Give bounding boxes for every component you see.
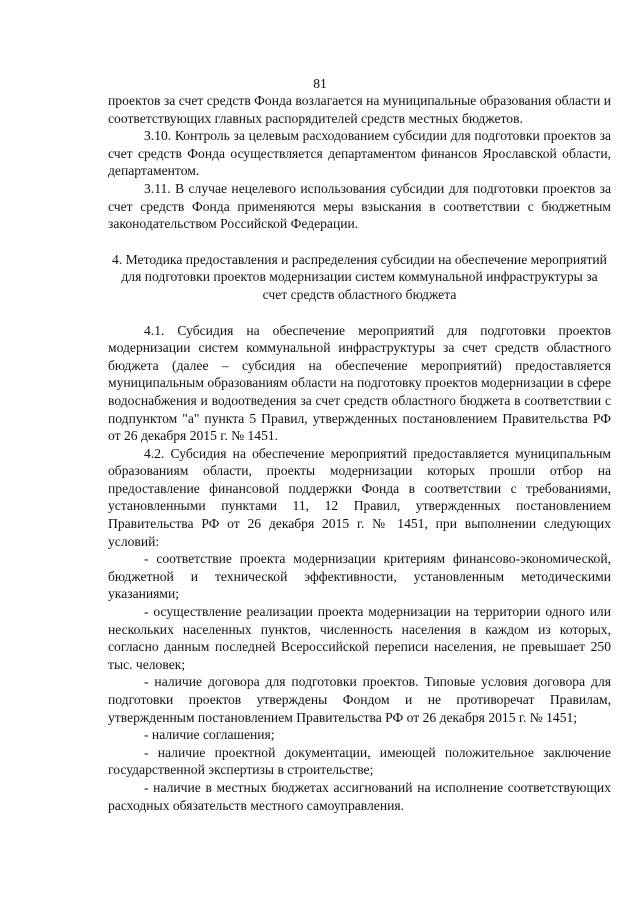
- paragraph-4-2: 4.2. Субсидия на обеспечение мероприятий предоставляется муниципальным образованиям области, проекты модернизации которых прошли отбор на предоставление финансовой поддержки Фонда в соответствии с требованиями, установленными пунктами 11, 12 Правил, утвержденных постановлением Правительства РФ от 26 декабря 2015 г. № 1451, при выполнении следующих условий:: [108, 445, 611, 549]
- condition-item: - наличие проектной документации, имеющей положительное заключение государственной экспертизы в строительстве;: [108, 744, 611, 778]
- section-heading: 4. Методика предоставления и распределения субсидии на обеспечение мероприятий для подготовки проектов модернизации систем коммунальной инфраструктуры за счет средств областного бюджета: [112, 251, 607, 302]
- paragraph-continuation: проектов за счет средств Фонда возлагается на муниципальные образования области и соответствующих главных распорядителей средств местных бюджетов.: [108, 93, 611, 126]
- document-body: [108, 92, 611, 814]
- page-number: 81: [313, 76, 327, 91]
- condition-item: - наличие в местных бюджетах ассигнований на исполнение соответствующих расходных обязательств местного самоуправления.: [108, 779, 611, 813]
- paragraph-3-11: 3.11. В случае нецелевого использования субсидии для подготовки проектов за счет средств Фонда применяются меры взыскания в соответствии с бюджетным законодательством Российской Федерации.: [108, 180, 611, 232]
- condition-item: - наличие договора для подготовки проектов. Типовые условия договора для подготовки проектов утверждены Фондом и не противоречат Правилам, утвержденным постановлением Правительства РФ от 26 декабря 2015 г. № 1451;: [108, 674, 611, 725]
- condition-item: - осуществление реализации проекта модернизации на территории одного или нескольких населенных пунктов, численность населения в каждом из которых, согласно данным последней Всероссийской переписи населения, не превышает 250 тыс. человек;: [108, 604, 611, 672]
- condition-item: - соответствие проекта модернизации критериям финансово-экономической, бюджетной и технической эффективности, установленным методическими указаниями;: [108, 551, 611, 602]
- condition-item: - наличие соглашения;: [144, 727, 275, 743]
- paragraph-4-1: 4.1. Субсидия на обеспечение мероприятий для подготовки проектов модернизации систем коммунальной инфраструктуры за счет средств областного бюджета (далее – субсидия на обеспечение мероприятий) предоставляется муниципальным образованиям области на подготовку проектов модернизации в сфере водоснабжения и водоотведения за счет средств областного бюджета в соответствии с подпунктом "а" пункта 5 Правил, утвержденных постановлением Правительства РФ от 26 декабря 2015 г. № 1451.: [108, 322, 611, 444]
- paragraph-3-10: 3.10. Контроль за целевым расходованием субсидии для подготовки проектов за счет средств Фонда осуществляется департаментом финансов Ярославской области, департаментом.: [108, 128, 611, 179]
